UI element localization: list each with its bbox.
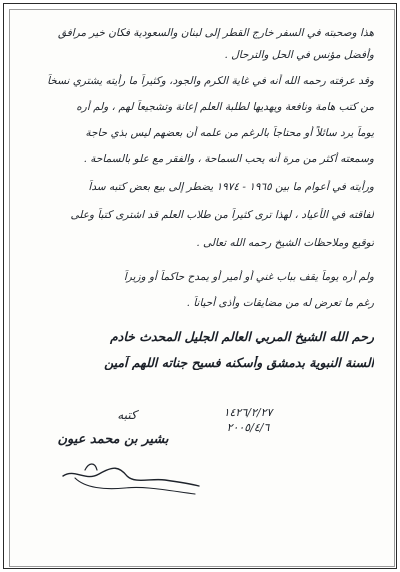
letter-line-5: يوماً يرد سائلاً أو محتاجاً بالرغم من علمه أن بعضهم ليس بذي حاجة: [85, 127, 374, 139]
letter-line-3: وقد عرفته رحمه الله أنه في غاية الكرم والجود، وكثيراً ما رأيته يشتري نسخاً: [47, 75, 374, 87]
letter-line-10: ولم أره يوماً يقف بباب غني أو أمير أو يمدح حاكماً أو وزيراً: [123, 271, 374, 283]
letter-line-7: ورأيته في أعوام ما بين ١٩٦٥ - ١٩٧٤ يضطر إلى بيع بعض كتبه سداً: [88, 181, 374, 193]
signature-mark: [55, 448, 205, 498]
letter-line-4: من كتب هامة ونافعة ويهديها لطلبة العلم إعانة وتشجيعاً لهم ، ولم أره: [76, 101, 374, 113]
letter-line-11: رغم ما تعرض له من مضايقات وأذى أحياناً .: [186, 297, 374, 309]
letter-line-1: هذا وصحبته في السفر خارج القطر إلى لبنان والسعودية فكان خير مرافق: [57, 27, 374, 39]
date-hijri: ١٤٢٦/٢/٢٧: [223, 406, 273, 419]
letter-line-2: وأفضل مؤنس في الحل والترحال .: [224, 49, 374, 61]
date-block: [198, 405, 298, 435]
writer-label: كتبه: [117, 408, 137, 422]
letter-line-9: توقيع وملاحظات الشيخ رحمه الله تعالى .: [196, 237, 374, 249]
letter-line-13: السنة النبوية بدمشق وأسكنه فسيح جناته اللهم آمين: [104, 356, 374, 370]
letter-line-6: وسمعته أكثر من مرة أنه يحب السماحة ، والفقر مع علو بالسماحة .: [83, 153, 374, 165]
date-gregorian: ٢٠٠٥/٤/٦: [226, 421, 270, 434]
writer-name: بشير بن محمد عيون: [57, 432, 169, 447]
letter-line-8: لفاقته في الأعياد ، لهذا ترى كثيراً من طلاب العلم قد اشترى كتباً وعلى: [70, 209, 374, 221]
letter-line-12: رحم الله الشيخ المربي العالم الجليل المحدث خادم: [110, 330, 374, 344]
